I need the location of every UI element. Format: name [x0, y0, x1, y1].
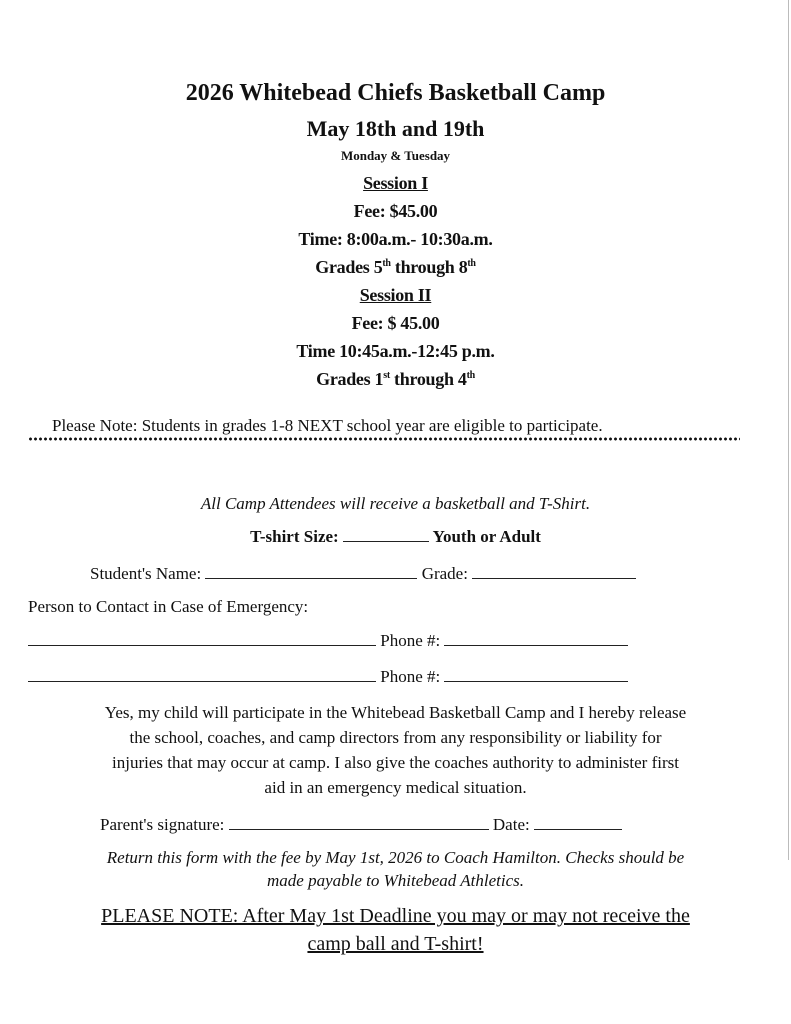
- session-1-fee: Fee: $45.00: [353, 201, 438, 221]
- return-instructions: made payable to Whitebead Athletics.: [267, 871, 524, 890]
- session-1-grades: Grades 5th through 8th: [315, 257, 476, 277]
- session-2-grades: Grades 1st through 4th: [316, 369, 475, 389]
- student-row: Student's Name: Grade:: [90, 564, 636, 584]
- return-instructions: Return this form with the fee by May 1st, 2026 to Coach Hamilton. Checks should be: [106, 848, 685, 867]
- deadline-warning: PLEASE NOTE: After May 1st Deadline you may or may not receive the: [101, 905, 690, 927]
- session-1-title: Session I: [363, 173, 428, 193]
- deadline-warning: camp ball and T-shirt!: [307, 933, 484, 955]
- date-field[interactable]: [534, 815, 622, 830]
- session-1-time: Time: 8:00a.m.- 10:30a.m.: [298, 229, 493, 249]
- parent-signature-field[interactable]: [229, 815, 489, 830]
- eligibility-note: Please Note: Students in grades 1-8 NEXT school year are eligible to participate.: [52, 416, 603, 435]
- emergency-row-1: Phone #:: [28, 631, 628, 651]
- attendees-note: All Camp Attendees will receive a basketball and T-Shirt.: [200, 494, 591, 513]
- session-2-title: Session II: [359, 285, 432, 305]
- page-title: 2026 Whitebead Chiefs Basketball Camp: [185, 80, 606, 106]
- emergency-name-field-2[interactable]: [28, 667, 376, 682]
- student-name-field[interactable]: [205, 564, 417, 579]
- phone-field-1[interactable]: [444, 631, 628, 646]
- emergency-contact-label: Person to Contact in Case of Emergency:: [28, 597, 309, 616]
- release-line: aid in an emergency medical situation.: [264, 778, 527, 797]
- session-2-fee: Fee: $ 45.00: [351, 313, 440, 333]
- release-line: the school, coaches, and camp directors from any responsibility or liability for: [129, 728, 662, 747]
- session-2-time: Time 10:45a.m.-12:45 p.m.: [296, 341, 495, 361]
- signature-row: Parent's signature: Date:: [100, 815, 622, 835]
- camp-days: Monday & Tuesday: [340, 148, 451, 163]
- tshirt-size-field[interactable]: [343, 527, 429, 542]
- emergency-name-field-1[interactable]: [28, 631, 376, 646]
- camp-dates: May 18th and 19th: [306, 116, 485, 141]
- cut-line-divider: [28, 437, 740, 441]
- emergency-row-2: Phone #:: [28, 667, 628, 687]
- release-line: injuries that may occur at camp. I also give the coaches authority to administer first: [112, 753, 679, 772]
- release-line: Yes, my child will participate in the Whitebead Basketball Camp and I hereby release: [104, 703, 687, 722]
- grade-field[interactable]: [472, 564, 636, 579]
- tshirt-size-row: T-shirt Size: Youth or Adult: [250, 527, 541, 546]
- phone-field-2[interactable]: [444, 667, 628, 682]
